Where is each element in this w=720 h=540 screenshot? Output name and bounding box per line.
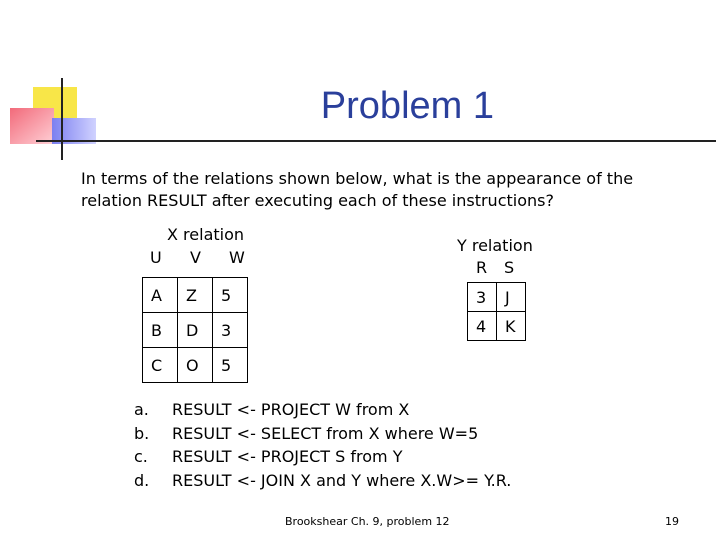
page-number: 19 — [665, 515, 679, 528]
y-header-s: S — [504, 258, 515, 277]
table-cell: B — [143, 313, 178, 348]
x-header-v: V — [190, 248, 201, 267]
decor-red-square — [10, 108, 54, 144]
table-cell: 5 — [213, 348, 248, 383]
instruction-list — [134, 398, 511, 492]
table-cell: J — [497, 283, 526, 312]
list-item — [134, 469, 511, 493]
list-item-text: RESULT <- JOIN X and Y where X.W>= Y.R. — [172, 470, 512, 490]
table-row — [468, 283, 526, 312]
table-cell: D — [178, 313, 213, 348]
y-header-r: R — [476, 258, 488, 277]
table-row — [143, 313, 248, 348]
table-cell: 5 — [213, 278, 248, 313]
table-cell: C — [143, 348, 178, 383]
table-row — [468, 312, 526, 341]
table-cell: A — [143, 278, 178, 313]
table-cell: K — [497, 312, 526, 341]
list-item — [134, 445, 511, 469]
table-row — [143, 348, 248, 383]
x-header-w: W — [229, 248, 245, 267]
list-item — [134, 422, 511, 446]
list-item-text: RESULT <- PROJECT W from X — [172, 400, 410, 419]
list-item-text: RESULT <- PROJECT S from Y — [172, 447, 403, 466]
y-relation-title: Y relation — [457, 236, 533, 255]
list-item — [134, 398, 511, 422]
question-text: In terms of the relations shown below, what is the appearance of the relation RESULT after executing each of these instructions? — [81, 169, 634, 210]
list-item-letter: b. — [134, 423, 150, 443]
slide-title: Problem 1 — [320, 85, 494, 127]
x-relation-table — [142, 277, 248, 383]
list-item-letter: a. — [134, 400, 149, 419]
list-item-text: RESULT <- SELECT from X where W=5 — [172, 423, 479, 443]
decor-horizontal-line — [36, 140, 716, 142]
x-relation-title: X relation — [167, 225, 245, 244]
table-cell: 4 — [468, 312, 497, 341]
table-cell: 3 — [213, 313, 248, 348]
list-item-letter: c. — [134, 447, 148, 466]
decor-vertical-line — [61, 78, 63, 160]
list-item-letter: d. — [134, 470, 150, 490]
table-cell: O — [178, 348, 213, 383]
y-relation-table — [467, 282, 526, 341]
table-row — [143, 278, 248, 313]
footer-text: Brookshear Ch. 9, problem 12 — [285, 515, 450, 528]
table-cell: Z — [178, 278, 213, 313]
x-header-u: U — [150, 248, 162, 267]
table-cell: 3 — [468, 283, 497, 312]
